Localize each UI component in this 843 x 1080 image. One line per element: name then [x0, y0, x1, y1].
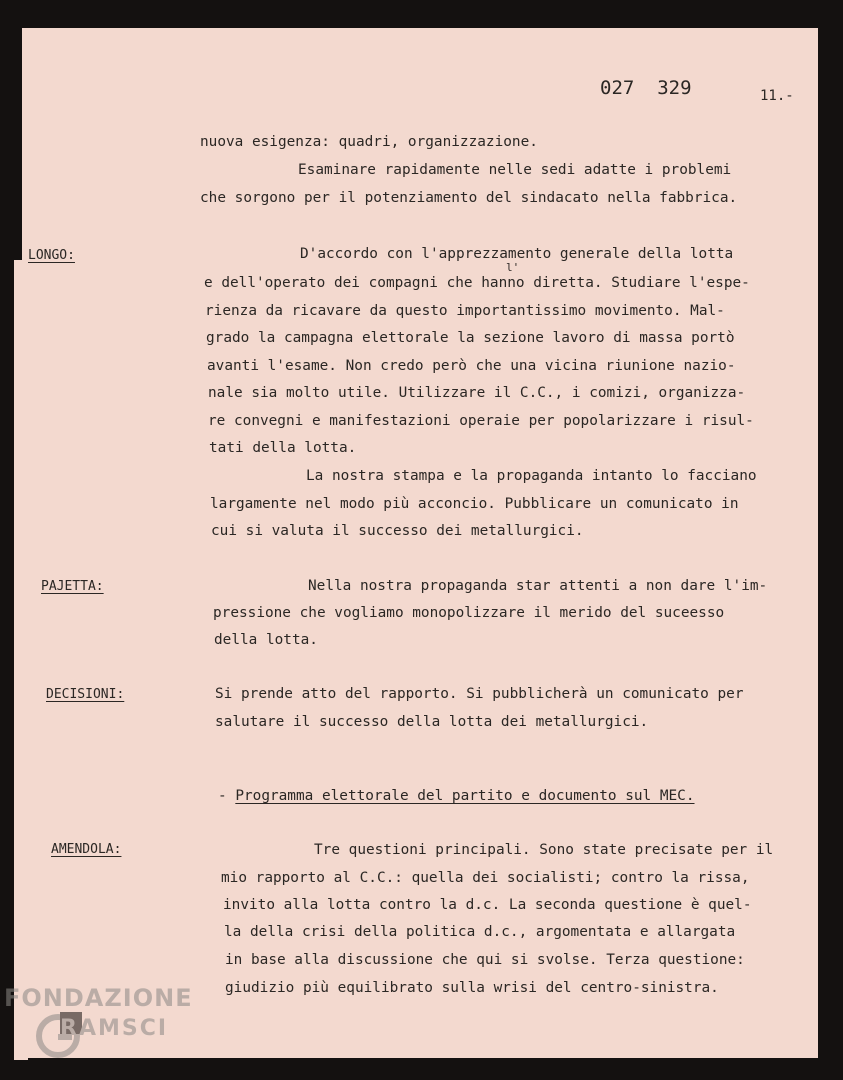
text-line: Esaminare rapidamente nelle sedi adatte i problemi [298, 162, 732, 178]
speaker-label-longo: LONGO: [28, 248, 75, 263]
text-line: Si prende atto del rapporto. Si pubblicherà un comunicato per [215, 686, 744, 702]
handwritten-insertion: l' [506, 261, 520, 274]
fondazione-gramsci-watermark [4, 984, 224, 1064]
text-line: tati della lotta. [209, 440, 357, 456]
text-line: grado la campagna elettorale la sezione lavoro di massa portò [206, 330, 735, 346]
text-line: salutare il successo della lotta dei metallurgici. [215, 714, 649, 730]
text-line: della lotta. [214, 632, 318, 648]
text-line: mio rapporto al C.C.: quella dei socialisti; contro la rissa, [221, 870, 750, 886]
text-line: in base alla discussione che qui si svolse. Terza questione: [225, 952, 745, 968]
watermark-line-2: RAMSCI [60, 1016, 169, 1041]
text-line: la della crisi della politica d.c., argomentata e allargata [224, 924, 736, 940]
text-line: invito alla lotta contro la d.c. La seconda questione è quel- [223, 897, 752, 913]
speaker-label-pajetta: PAJETTA: [41, 579, 104, 594]
text-line: cui si valuta il successo dei metallurgici. [211, 523, 584, 539]
typewritten-page [22, 28, 818, 1058]
text-line: La nostra stampa e la propaganda intanto lo facciano [306, 468, 757, 484]
agenda-dash: - [218, 788, 236, 804]
text-line: avanti l'esame. Non credo però che una vicina riunione nazio- [207, 358, 736, 374]
text-line: e dell'operato dei compagni che hanno diretta. Studiare l'espe- [204, 275, 750, 291]
text-line: nale sia molto utile. Utilizzare il C.C., i comizi, organizza- [208, 385, 746, 401]
text-line: Nella nostra propaganda star attenti a non dare l'im- [308, 578, 768, 594]
speaker-label-decisioni: DECISIONI: [46, 687, 125, 702]
text-line: giudizio più equilibrato sulla wrisi del centro-sinistra. [225, 980, 719, 996]
text-line: rienza da ricavare da questo importantissimo movimento. Mal- [205, 303, 725, 319]
text-line: largamente nel modo più acconcio. Pubblicare un comunicato in [210, 496, 739, 512]
text-line: che sorgono per il potenziamento del sindacato nella fabbrica. [200, 190, 738, 206]
agenda-title: Programma elettorale del partito e documento sul MEC. [235, 788, 695, 804]
watermark-line-1: FONDAZIONE [4, 984, 193, 1012]
torn-paper-edge [14, 260, 28, 1060]
page-sequence-number: 11.- [760, 88, 794, 104]
text-line: D'accordo con l'apprezzamento generale della lotta [300, 246, 734, 262]
agenda-item-heading [218, 786, 695, 806]
text-line: nuova esigenza: quadri, organizzazione. [200, 134, 538, 150]
text-line: pressione che vogliamo monopolizzare il merido del suceesso [213, 605, 725, 621]
text-line: re convegni e manifestazioni operaie per popolarizzare i risul- [208, 413, 754, 429]
speaker-label-amendola: AMENDOLA: [51, 842, 122, 857]
archive-number: 027 329 [600, 77, 692, 99]
text-line: Tre questioni principali. Sono state precisate per il [314, 842, 774, 858]
